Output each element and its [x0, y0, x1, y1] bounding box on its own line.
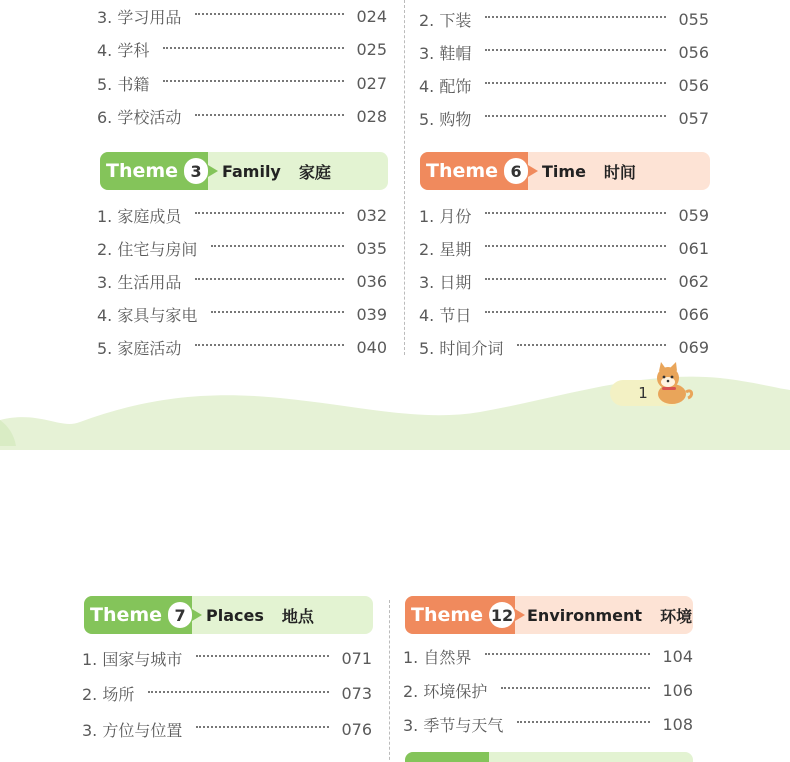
toc-entry-page: 076 — [341, 719, 372, 739]
toc-entry — [97, 202, 387, 228]
dot-leader — [517, 344, 666, 346]
theme-english: Environment — [527, 605, 643, 625]
dot-leader — [485, 278, 666, 280]
toc-entry-page: 025 — [356, 40, 387, 59]
shiba-dog-icon — [650, 362, 696, 406]
dot-leader — [485, 49, 666, 51]
toc-entry — [82, 645, 372, 671]
toc-entry-page: 028 — [356, 107, 387, 126]
dot-leader — [517, 721, 650, 723]
toc-entry-label: 1. 自然界 — [403, 647, 472, 667]
toc-entry-label: 1. 家庭成员 — [97, 206, 182, 226]
toc-entry-page: 057 — [678, 108, 709, 128]
dot-leader — [196, 726, 329, 728]
theme-12-banner — [405, 596, 693, 634]
toc-page-bottom — [0, 450, 790, 762]
toc-entry — [419, 268, 709, 294]
theme-6-title — [542, 152, 636, 190]
theme-chinese: 环境 — [660, 606, 693, 626]
theme-number: 6 — [504, 158, 528, 184]
toc-entry-page: 035 — [356, 238, 387, 258]
toc-entry-label: 3. 鞋帽 — [419, 43, 472, 63]
toc-entry-page: 073 — [341, 684, 372, 703]
theme-3-title — [222, 152, 331, 190]
toc-entry-page: 108 — [662, 714, 693, 734]
toc-entry — [403, 711, 693, 737]
toc-entry-page: 027 — [356, 73, 387, 93]
theme-word: Theme — [411, 604, 484, 626]
toc-entry — [97, 104, 387, 130]
theme-7-tag — [84, 596, 192, 634]
dot-leader — [211, 245, 344, 247]
toc-entry — [97, 37, 387, 63]
dot-leader — [196, 655, 329, 657]
toc-entry-label: 4. 节日 — [419, 305, 472, 325]
toc-entry-label: 5. 书籍 — [97, 74, 150, 94]
toc-entry-label: 3. 学习用品 — [97, 7, 182, 27]
theme-english: Places — [206, 605, 264, 625]
dot-leader — [195, 278, 344, 280]
toc-entry-page: 056 — [678, 75, 709, 95]
toc-entry — [419, 72, 709, 98]
dot-leader — [485, 245, 666, 247]
toc-entry-page: 055 — [678, 9, 709, 29]
theme-number: 12 — [489, 602, 515, 628]
toc-entry-page: 066 — [678, 304, 709, 324]
dot-leader — [195, 344, 344, 346]
theme-7-title — [206, 596, 314, 634]
dot-leader — [195, 114, 344, 116]
theme-chinese: 家庭 — [298, 162, 331, 182]
toc-entry-page: 039 — [356, 304, 387, 324]
toc-entry-label: 1. 国家与城市 — [82, 649, 183, 669]
toc-entry-page: 071 — [341, 648, 372, 668]
dot-leader — [485, 212, 666, 214]
toc-entry-label: 2. 下装 — [419, 10, 472, 30]
toc-entry-label: 4. 学科 — [97, 41, 150, 60]
toc-entry-label: 5. 时间介词 — [419, 338, 504, 358]
toc-entry — [97, 235, 387, 261]
theme-english: Family — [222, 161, 281, 181]
toc-entry — [419, 105, 709, 131]
toc-entry — [97, 301, 387, 327]
toc-entry-page: 069 — [678, 337, 709, 357]
toc-entry-label: 3. 季节与天气 — [403, 715, 504, 735]
toc-entry-label: 2. 住宅与房间 — [97, 239, 198, 259]
dot-leader — [485, 653, 650, 655]
toc-entry — [97, 3, 387, 29]
toc-entry-page: 036 — [356, 271, 387, 291]
toc-entry — [403, 677, 693, 703]
dot-leader — [195, 13, 344, 15]
theme-number: 7 — [168, 602, 192, 628]
theme-6-tag — [420, 152, 528, 190]
toc-entry-label: 6. 学校活动 — [97, 108, 182, 127]
theme-3-tag — [100, 152, 208, 190]
toc-entry-label: 2. 场所 — [82, 685, 135, 704]
dot-leader — [195, 212, 344, 214]
toc-entry-label: 5. 购物 — [419, 109, 472, 129]
dot-leader — [501, 687, 650, 689]
column-divider — [389, 600, 390, 762]
theme-6-banner — [420, 152, 710, 190]
toc-entry — [97, 268, 387, 294]
toc-entry-page: 059 — [678, 205, 709, 225]
theme-12-title — [527, 596, 692, 634]
theme-chinese: 时间 — [603, 162, 636, 182]
toc-entry — [82, 716, 372, 742]
toc-entry-page: 104 — [662, 646, 693, 666]
toc-entry-page: 106 — [662, 680, 693, 700]
toc-entry-page: 032 — [356, 205, 387, 225]
dot-leader — [163, 80, 344, 82]
toc-entry — [403, 643, 693, 669]
toc-entry-page: 056 — [678, 42, 709, 62]
dot-leader — [163, 47, 344, 49]
theme-word: Theme — [90, 604, 163, 626]
theme-12-tag — [405, 596, 515, 634]
toc-entry-label: 3. 方位与位置 — [82, 720, 183, 740]
toc-entry — [419, 235, 709, 261]
toc-entry-label: 4. 家具与家电 — [97, 305, 198, 325]
toc-entry-page: 024 — [356, 6, 387, 26]
dot-leader — [485, 82, 666, 84]
next-theme-banner-partial — [405, 752, 693, 762]
toc-entry — [419, 202, 709, 228]
dot-leader — [211, 311, 344, 313]
theme-number: 3 — [184, 158, 208, 184]
column-divider — [404, 0, 405, 355]
toc-entry-page: 040 — [356, 337, 387, 357]
toc-entry-label: 2. 星期 — [419, 239, 472, 259]
toc-entry — [419, 6, 709, 32]
dot-leader — [148, 691, 329, 693]
theme-word: Theme — [426, 160, 499, 182]
toc-entry — [419, 301, 709, 327]
toc-entry-label: 3. 日期 — [419, 272, 472, 292]
toc-entry-label: 2. 环境保护 — [403, 681, 488, 701]
theme-word: Theme — [106, 160, 179, 182]
toc-entry-label: 4. 配饰 — [419, 76, 472, 96]
dot-leader — [485, 16, 666, 18]
toc-entry — [419, 334, 709, 360]
toc-entry-page: 061 — [678, 238, 709, 258]
toc-entry-label: 1. 月份 — [419, 206, 472, 226]
theme-chinese: 地点 — [281, 606, 314, 626]
theme-english: Time — [542, 161, 586, 181]
toc-entry-label: 5. 家庭活动 — [97, 338, 182, 358]
toc-entry — [97, 70, 387, 96]
toc-entry-page: 062 — [678, 271, 709, 291]
toc-entry — [419, 39, 709, 65]
page-number-text: 1 — [638, 384, 648, 402]
theme-7-banner — [84, 596, 373, 634]
dot-leader — [485, 311, 666, 313]
toc-entry — [97, 334, 387, 360]
theme-3-banner — [100, 152, 388, 190]
toc-entry — [82, 681, 372, 707]
dot-leader — [485, 115, 666, 117]
toc-entry-label: 3. 生活用品 — [97, 272, 182, 292]
